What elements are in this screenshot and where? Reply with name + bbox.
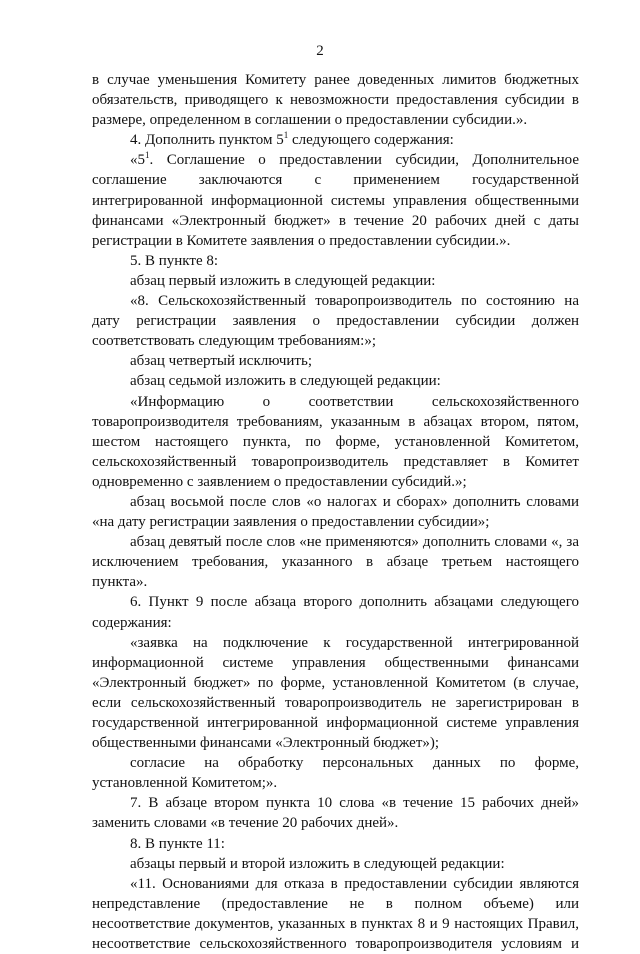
text-line-content: абзац четвертый исключить; [130,353,312,370]
text-line-content: одновременно с заявлением о предоставлении субсидий.»; [92,473,467,490]
text-line [92,914,579,934]
text-line [92,793,579,813]
text-line-content: регистрации в Комитете заявления о предоставлении субсидии.». [92,232,511,249]
text-line [92,452,579,472]
text-line [92,693,579,713]
text-line [92,432,579,452]
text-line [92,110,579,130]
text-line [92,813,579,833]
text-line [92,854,579,874]
text-line-content: «заявка на подключение к государственной интегрированной [130,634,579,651]
text-line-content: товаропроизводителя требованиям, указанным в абзацах втором, пятом, [92,413,579,430]
text-line-content: 8. В пункте 11: [130,835,225,852]
text-line [92,311,579,331]
text-line [92,371,579,391]
text-line-content: шестом настоящего пункта, по форме, установленной Комитетом, [92,433,579,450]
text-line-content: в случае уменьшения Комитету ранее доведенных лимитов бюджетных [92,72,579,88]
text-line [92,934,579,954]
superscript: 1 [283,130,289,141]
text-line-content: обязательств, приводящего к невозможности предоставления субсидии в [92,92,579,109]
text-line-content: согласие на обработку персональных данных по форме, [130,755,579,772]
document-body [92,70,579,954]
text-line-content: 6. Пункт 9 после абзаца второго дополнить абзацами следующего [130,594,579,611]
text-line [92,613,579,633]
text-line-content: абзац первый изложить в следующей редакции: [130,272,436,289]
text-line-content: соответствовать следующим требованиям:»; [92,333,377,350]
text-line-content: государственной интегрированной информационной системе управления [92,715,579,731]
text-line [92,512,579,532]
text-line-tail: . Соглашение о предоставлении субсидии, Дополнительное [149,152,579,169]
text-line [92,392,579,412]
text-line-content: информационной системе управления общественными финансами [92,654,579,671]
text-line [92,191,579,211]
text-line-tail: следующего содержания: [288,132,454,149]
text-line-content: сельскохозяйственный товаропроизводитель представляет в Комитет [92,453,579,470]
text-line [92,532,579,552]
text-line-content: дату регистрации заявления о предоставлении субсидии должен [92,313,579,330]
text-line [92,70,579,90]
text-line [92,653,579,673]
text-line [92,834,579,854]
text-line-content: заменить словами «в течение 20 рабочих дней». [92,815,399,832]
text-line-content: содержания: [92,614,172,631]
text-line [92,773,579,793]
text-line-content: размере, определенном в соглашении о предоставлении субсидии.». [92,112,528,129]
text-line-content: абзац девятый после слов «не применяются» дополнить словами «, за [130,534,579,551]
text-line [92,211,579,231]
text-line-content: 7. В абзаце втором пункта 10 слова «в течение 15 рабочих дней» [130,795,579,812]
text-line [92,231,579,251]
text-line [92,130,579,150]
text-line [92,331,579,351]
text-line [92,351,579,371]
text-line-content: 4. Дополнить пунктом 5 [130,132,284,149]
text-line [92,150,579,170]
text-line-content: абзацы первый и второй изложить в следующей редакции: [130,855,505,872]
text-line [92,713,579,733]
text-line-content: несоответствие сельскохозяйственного товаропроизводителя условиям и [92,936,579,953]
text-line [92,472,579,492]
text-line [92,271,579,291]
text-line [92,894,579,914]
text-line-content: непредставление (предоставление не в полном объеме) или [92,895,579,912]
text-line [92,874,579,894]
superscript: 1 [145,150,150,161]
text-line-content: 5. В пункте 8: [130,252,219,269]
text-line-content: «8. Сельскохозяйственный товаропроизводитель по состоянию на [130,293,579,310]
text-line [92,412,579,432]
text-line-content: несоответствие документов, указанных в пунктах 8 и 9 настоящих Правил, [92,915,579,932]
text-line [92,251,579,271]
text-line [92,552,579,572]
text-line [92,633,579,653]
text-line-content: абзац восьмой после слов «о налогах и сборах» дополнить словами [130,493,579,510]
text-line-content: пункта». [92,574,148,591]
text-line [92,291,579,311]
text-line-content: исключением требования, указанного в абзаце третьем настоящего [92,554,579,571]
text-line-content: соглашение заключаются с применением государственной [92,172,579,189]
text-line [92,572,579,592]
text-line [92,753,579,773]
text-line [92,592,579,612]
text-line-content: «11. Основаниями для отказа в предоставлении субсидии являются [130,875,579,892]
text-line-content: финансами «Электронный бюджет» в течение 20 рабочих дней с даты [92,212,579,229]
text-line-content: «Электронный бюджет» по форме, установленной Комитетом (в случае, [92,674,579,691]
text-line-content: абзац седьмой изложить в следующей редакции: [130,373,441,390]
text-line-content: интегрированной информационной системы управления общественными [92,192,579,209]
text-line-content: «5 [130,152,145,169]
text-line [92,733,579,753]
text-line [92,90,579,110]
text-line-content: если сельскохозяйственный товаропроизводитель не зарегистрирован в [92,694,579,711]
text-line-content: общественными финансами «Электронный бюджет»); [92,735,440,752]
text-line-content: установленной Комитетом;». [92,775,278,792]
text-line-content: «Информацию о соответствии сельскохозяйственного [130,393,579,410]
text-line [92,170,579,190]
text-line-content: «на дату регистрации заявления о предоставлении субсидии»; [92,514,490,531]
text-line [92,492,579,512]
page-number: 2 [316,43,324,59]
text-line [92,673,579,693]
